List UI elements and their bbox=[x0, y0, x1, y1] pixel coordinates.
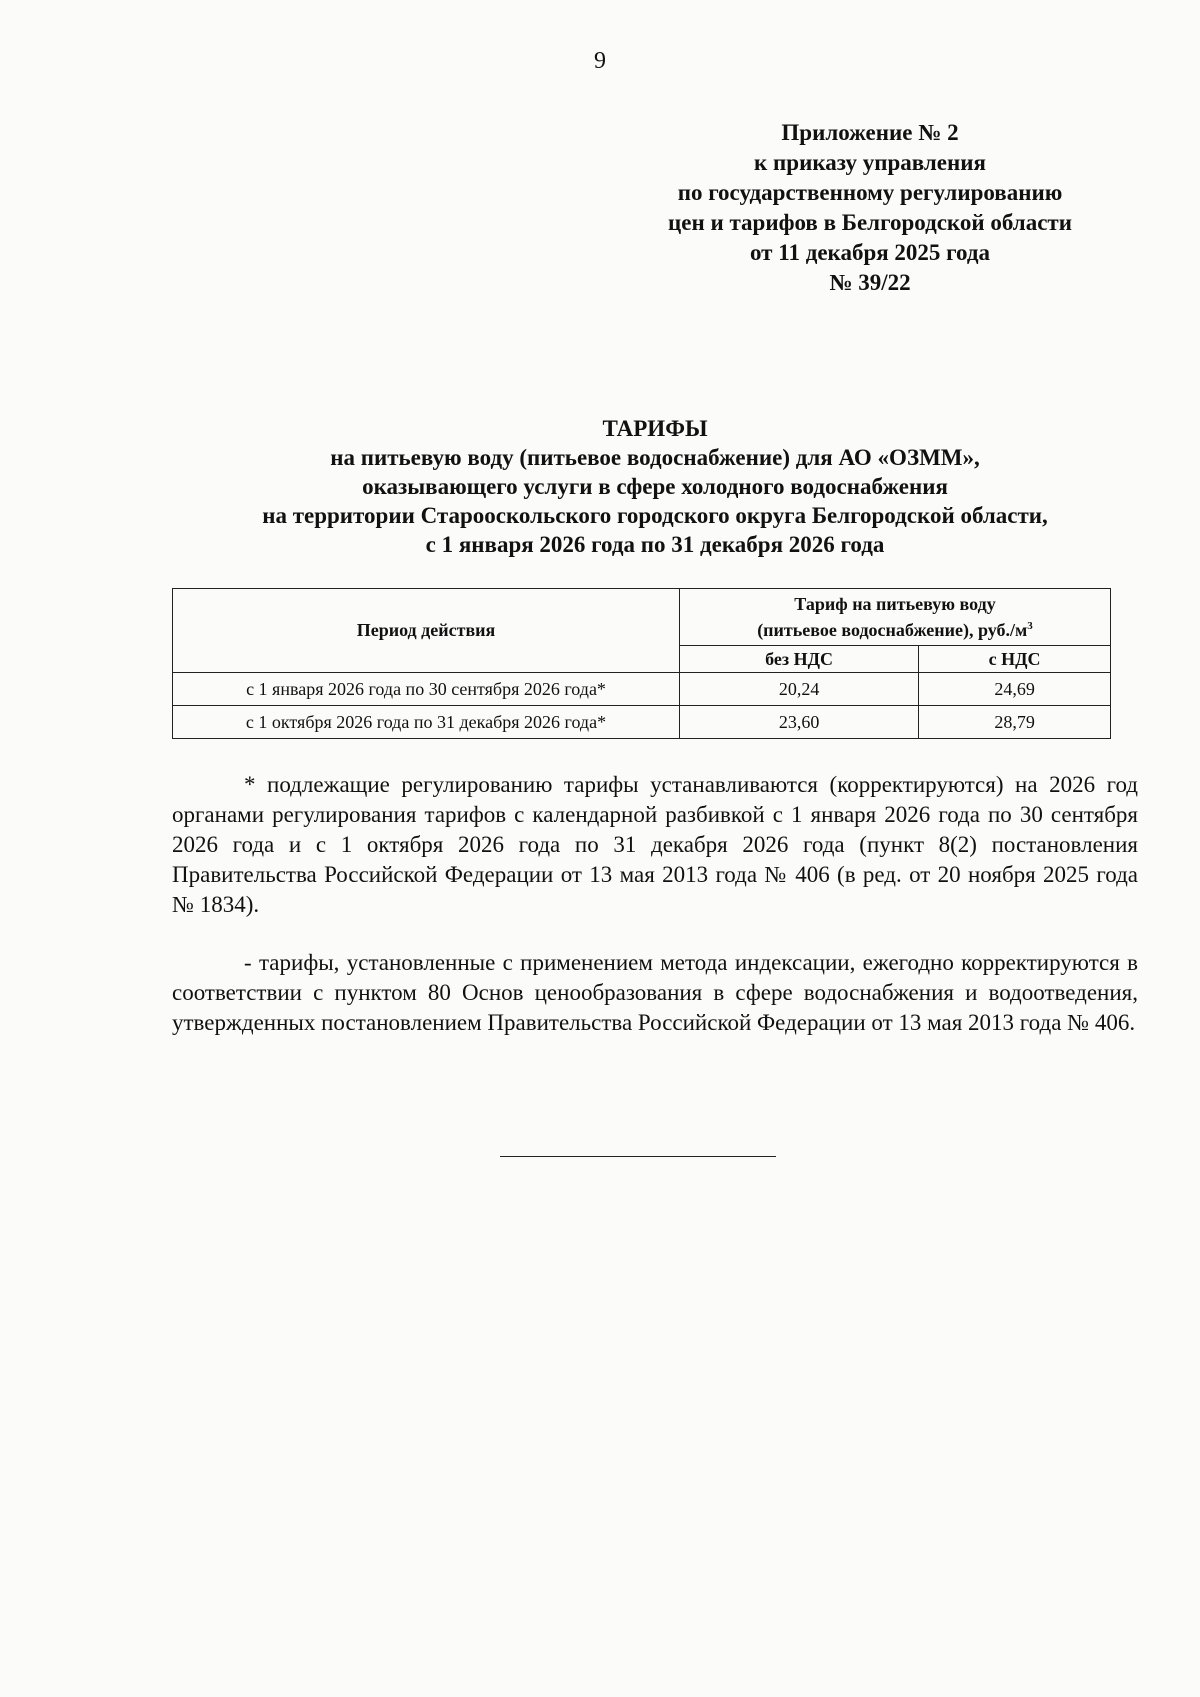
title-line: на питьевую воду (питьевое водоснабжение) для АО «ОЗММ», bbox=[330, 445, 980, 470]
title-heading: ТАРИФЫ bbox=[602, 416, 708, 441]
row-with-vat: 28,79 bbox=[919, 706, 1111, 739]
tariff-header bbox=[680, 589, 1111, 646]
row-with-vat: 24,69 bbox=[919, 673, 1111, 706]
tariff-header-line1: Тариф на питьевую воду bbox=[794, 594, 996, 614]
period-header: Период действия bbox=[173, 589, 680, 673]
unit-superscript: 3 bbox=[1027, 620, 1033, 632]
row-period: с 1 января 2026 года по 30 сентября 2026 года* bbox=[173, 673, 680, 706]
annex-line: № 39/22 bbox=[829, 270, 911, 295]
notes bbox=[172, 770, 1138, 1038]
document-title bbox=[160, 414, 1150, 559]
tariff-header-line2: (питьевое водоснабжение), руб./м bbox=[757, 620, 1028, 640]
row-without-vat: 20,24 bbox=[680, 673, 919, 706]
row-without-vat: 23,60 bbox=[680, 706, 919, 739]
annex-line: к приказу управления bbox=[754, 150, 986, 175]
title-line: оказывающего услуги в сфере холодного водоснабжения bbox=[362, 474, 948, 499]
tariff-table bbox=[172, 588, 1111, 739]
annex-line: Приложение № 2 bbox=[781, 120, 959, 145]
col-with-vat: с НДС bbox=[919, 646, 1111, 673]
indexation-paragraph: - тарифы, установленные с применением метода индексации, ежегодно корректируются в соответствии с пунктом 80 Основ ценообразования в сфере водоснабжения и водоотведения, утвержденных постановлением Правительства Российской Федерации от 13 мая 2013 года № 406. bbox=[172, 950, 1138, 1035]
annex-line: от 11 декабря 2025 года bbox=[749, 240, 991, 265]
table-row bbox=[173, 706, 1111, 739]
closing-rule bbox=[500, 1156, 776, 1157]
title-line: на территории Старооскольского городского округа Белгородской области, bbox=[262, 503, 1048, 528]
col-without-vat: без НДС bbox=[680, 646, 919, 673]
annex-line: по государственному регулированию bbox=[677, 180, 1063, 205]
footnote-paragraph: * подлежащие регулированию тарифы устанавливаются (корректируются) на 2026 год органами регулирования тарифов с календарной разбивкой с 1 января 2026 года по 30 сентября 2026 года и с 1 октября 2026 года по 31 декабря 2026 года (пункт 8(2) постановления Правительства Российской Федерации от 13 мая 2013 года № 406 (в ред. от 20 ноября 2025 года № 1834). bbox=[172, 772, 1138, 917]
annex-line: цен и тарифов в Белгородской области bbox=[668, 210, 1072, 235]
row-period: с 1 октября 2026 года по 31 декабря 2026 года* bbox=[173, 706, 680, 739]
annex-header bbox=[600, 118, 1140, 298]
page-number: 9 bbox=[594, 48, 606, 74]
title-line: с 1 января 2026 года по 31 декабря 2026 года bbox=[425, 532, 885, 557]
table-row bbox=[173, 673, 1111, 706]
